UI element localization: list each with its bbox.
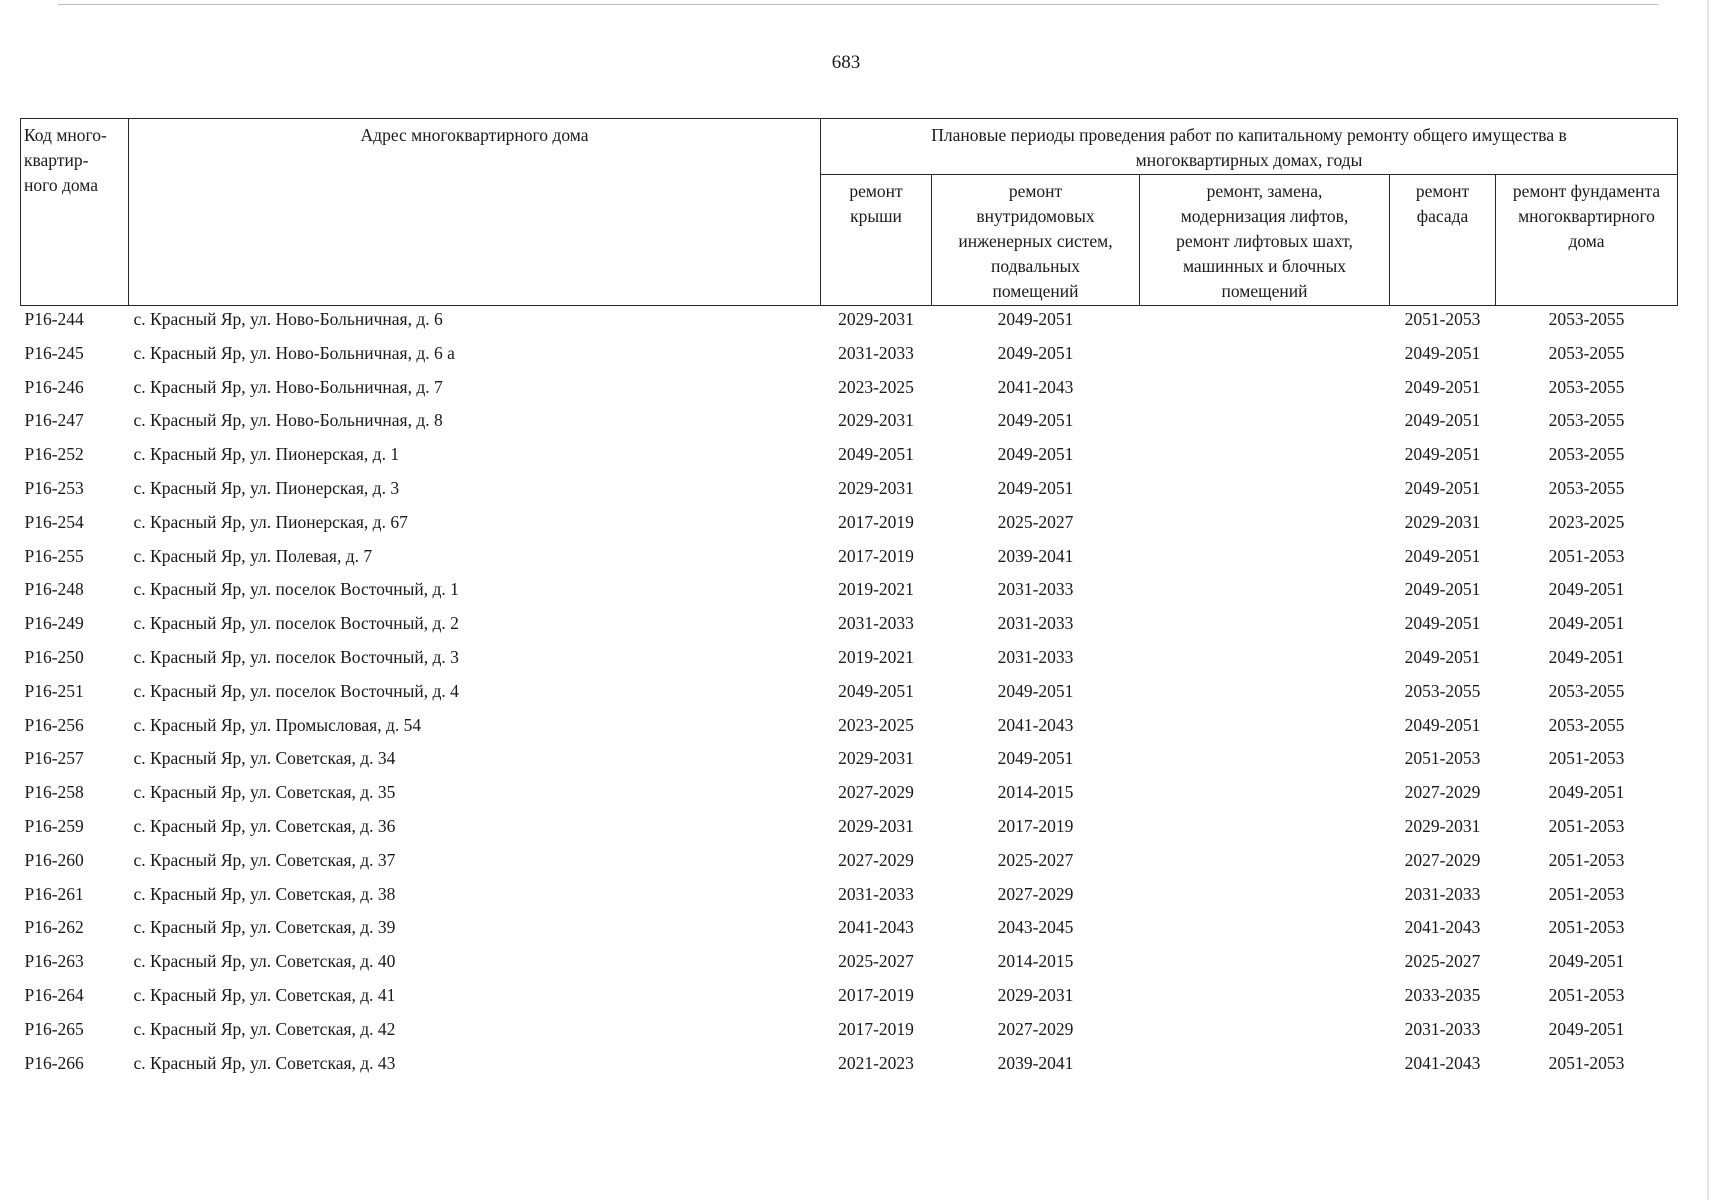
cell-facade: 2031-2033	[1404, 883, 1481, 904]
cell-systems: 2014-2015	[997, 782, 1074, 803]
cell-code: Р16-256	[24, 714, 84, 735]
cell-foundation: 2051-2053	[1548, 748, 1625, 769]
cell-foundation: 2049-2051	[1548, 1018, 1625, 1039]
cell-roof: 2017-2019	[838, 984, 914, 1005]
cell-address: с. Красный Яр, ул. поселок Восточный, д. 1	[133, 579, 459, 600]
cell-roof: 2031-2033	[838, 342, 914, 363]
cell-systems: 2049-2051	[997, 410, 1074, 431]
table-row	[21, 982, 1678, 1016]
header-roof	[821, 175, 932, 306]
cell-systems: 2031-2033	[997, 613, 1074, 634]
cell-foundation: 2053-2055	[1548, 309, 1625, 329]
cell-roof: 2023-2025	[838, 376, 914, 397]
cell-address: с. Красный Яр, ул. Советская, д. 37	[133, 849, 396, 870]
cell-address: с. Красный Яр, ул. Советская, д. 42	[133, 1018, 396, 1039]
cell-facade: 2049-2051	[1404, 646, 1481, 667]
cell-elevators	[1140, 678, 1390, 712]
cell-foundation: 2049-2051	[1548, 579, 1625, 600]
table-row	[21, 306, 1678, 340]
cell-roof: 2029-2031	[838, 309, 914, 329]
cell-address: с. Красный Яр, ул. Советская, д. 40	[133, 951, 396, 972]
cell-systems: 2027-2029	[997, 883, 1074, 904]
cell-foundation: 2053-2055	[1548, 714, 1625, 735]
cell-facade: 2025-2027	[1404, 951, 1481, 972]
cell-roof: 2029-2031	[838, 410, 914, 431]
cell-elevators	[1140, 644, 1390, 678]
cell-facade: 2027-2029	[1404, 849, 1481, 870]
cell-roof: 2031-2033	[838, 613, 914, 634]
cell-elevators	[1140, 712, 1390, 746]
cell-facade: 2041-2043	[1404, 1052, 1481, 1073]
header-elevators-line: модернизация лифтов,	[1180, 206, 1349, 226]
cell-code: Р16-264	[24, 984, 84, 1005]
table-row	[21, 441, 1678, 475]
header-elevators-line: ремонт, замена,	[1206, 181, 1323, 201]
cell-foundation: 2023-2025	[1548, 511, 1625, 532]
cell-code: Р16-260	[24, 849, 84, 870]
cell-address: с. Красный Яр, ул. Ново-Больничная, д. 6	[133, 309, 443, 329]
table-row	[21, 374, 1678, 408]
table-row	[21, 340, 1678, 374]
cell-facade: 2049-2051	[1404, 444, 1481, 465]
header-roof-line: крыши	[850, 206, 902, 226]
cell-facade: 2049-2051	[1404, 714, 1481, 735]
cell-code: Р16-259	[24, 815, 84, 836]
cell-address: с. Красный Яр, ул. поселок Восточный, д. 2	[133, 613, 459, 634]
header-group-line: Плановые периоды проведения работ по капитальному ремонту общего имущества в	[931, 125, 1567, 145]
cell-roof: 2025-2027	[838, 951, 914, 972]
scan-side-edge	[1707, 0, 1709, 1200]
header-code-line: Код много-	[24, 125, 107, 145]
header-foundation-line: ремонт фундамента	[1512, 181, 1661, 201]
header-roof-line: ремонт	[849, 181, 903, 201]
cell-elevators	[1140, 407, 1390, 441]
cell-elevators	[1140, 948, 1390, 982]
cell-roof: 2029-2031	[838, 477, 914, 498]
cell-elevators	[1140, 779, 1390, 813]
table-body	[21, 306, 1678, 1084]
cell-facade: 2029-2031	[1404, 511, 1481, 532]
cell-roof: 2041-2043	[838, 917, 914, 938]
cell-systems: 2041-2043	[997, 714, 1074, 735]
table-row	[21, 644, 1678, 678]
cell-roof: 2017-2019	[838, 545, 914, 566]
table-row	[21, 779, 1678, 813]
cell-foundation: 2049-2051	[1548, 782, 1625, 803]
table-row	[21, 847, 1678, 881]
cell-roof: 2017-2019	[838, 1018, 914, 1039]
cell-elevators	[1140, 847, 1390, 881]
cell-code: Р16-254	[24, 511, 84, 532]
cell-facade: 2053-2055	[1404, 680, 1481, 701]
cell-systems: 2049-2051	[997, 309, 1074, 329]
cell-systems: 2049-2051	[997, 444, 1074, 465]
cell-roof: 2029-2031	[838, 748, 914, 769]
cell-address: с. Красный Яр, ул. поселок Восточный, д. 3	[133, 646, 459, 667]
cell-code: Р16-245	[24, 342, 84, 363]
cell-facade: 2031-2033	[1404, 1018, 1481, 1039]
cell-roof: 2027-2029	[838, 782, 914, 803]
cell-elevators	[1140, 576, 1390, 610]
cell-code: Р16-244	[24, 309, 84, 329]
header-systems-line: инженерных систем,	[958, 231, 1113, 251]
cell-foundation: 2053-2055	[1548, 376, 1625, 397]
table-row	[21, 543, 1678, 577]
cell-systems: 2029-2031	[997, 984, 1074, 1005]
table-row	[21, 407, 1678, 441]
header-facade	[1390, 175, 1496, 306]
cell-systems: 2025-2027	[997, 849, 1074, 870]
table-row	[21, 678, 1678, 712]
cell-elevators	[1140, 475, 1390, 509]
cell-foundation: 2051-2053	[1548, 917, 1625, 938]
cell-roof: 2019-2021	[838, 646, 914, 667]
cell-systems: 2027-2029	[997, 1018, 1074, 1039]
header-facade-line: фасада	[1416, 206, 1469, 226]
cell-facade: 2049-2051	[1404, 477, 1481, 498]
cell-facade: 2027-2029	[1404, 782, 1481, 803]
table-row	[21, 712, 1678, 746]
cell-facade: 2049-2051	[1404, 613, 1481, 634]
cell-systems: 2014-2015	[997, 951, 1074, 972]
cell-address: с. Красный Яр, ул. Пионерская, д. 1	[133, 444, 400, 465]
cell-foundation: 2051-2053	[1548, 815, 1625, 836]
page-number: 683	[831, 52, 861, 73]
cell-foundation: 2051-2053	[1548, 849, 1625, 870]
header-group	[821, 119, 1678, 175]
table-row	[21, 745, 1678, 779]
cell-foundation: 2053-2055	[1548, 680, 1625, 701]
table-row	[21, 610, 1678, 644]
cell-code: Р16-261	[24, 883, 84, 904]
header-facade-line: ремонт	[1415, 181, 1470, 201]
cell-elevators	[1140, 340, 1390, 374]
cell-foundation: 2053-2055	[1548, 342, 1625, 363]
scan-top-rule	[58, 4, 1658, 5]
cell-foundation: 2049-2051	[1548, 646, 1625, 667]
cell-roof: 2017-2019	[838, 511, 914, 532]
cell-facade: 2049-2051	[1404, 579, 1481, 600]
cell-systems: 2031-2033	[997, 646, 1074, 667]
table-row	[21, 1050, 1678, 1084]
cell-roof: 2023-2025	[838, 714, 914, 735]
table-row	[21, 881, 1678, 915]
header-elevators	[1140, 175, 1390, 306]
cell-code: Р16-252	[24, 444, 84, 465]
cell-address: с. Красный Яр, ул. Ново-Больничная, д. 8	[133, 410, 443, 431]
cell-facade: 2029-2031	[1404, 815, 1481, 836]
cell-systems: 2031-2033	[997, 579, 1074, 600]
header-systems-line: помещений	[992, 281, 1079, 301]
cell-facade: 2051-2053	[1404, 748, 1481, 769]
table-row	[21, 475, 1678, 509]
cell-code: Р16-246	[24, 376, 84, 397]
cell-systems: 2049-2051	[997, 477, 1074, 498]
cell-elevators	[1140, 813, 1390, 847]
cell-address: с. Красный Яр, ул. Пионерская, д. 67	[133, 511, 408, 532]
cell-code: Р16-250	[24, 646, 84, 667]
cell-roof: 2019-2021	[838, 579, 914, 600]
cell-elevators	[1140, 543, 1390, 577]
cell-address: с. Красный Яр, ул. Советская, д. 43	[133, 1052, 396, 1073]
cell-systems: 2041-2043	[997, 376, 1074, 397]
cell-systems: 2049-2051	[997, 680, 1074, 701]
cell-roof: 2049-2051	[838, 680, 914, 701]
cell-facade: 2049-2051	[1404, 545, 1481, 566]
cell-address: с. Красный Яр, ул. Советская, д. 41	[133, 984, 396, 1005]
cell-address: с. Красный Яр, ул. Советская, д. 38	[133, 883, 396, 904]
cell-facade: 2051-2053	[1404, 309, 1481, 329]
cell-foundation: 2049-2051	[1548, 951, 1625, 972]
cell-address: с. Красный Яр, ул. Советская, д. 35	[133, 782, 396, 803]
cell-facade: 2049-2051	[1404, 376, 1481, 397]
cell-code: Р16-249	[24, 613, 84, 634]
table-row	[21, 509, 1678, 543]
cell-code: Р16-266	[24, 1052, 84, 1073]
header-systems-line: подвальных	[990, 256, 1081, 276]
cell-address: с. Красный Яр, ул. Промысловая, д. 54	[133, 714, 422, 735]
cell-elevators	[1140, 881, 1390, 915]
cell-code: Р16-257	[24, 748, 84, 769]
cell-code: Р16-248	[24, 579, 84, 600]
cell-foundation: 2051-2053	[1548, 1052, 1625, 1073]
table-row	[21, 813, 1678, 847]
header-systems-line: ремонт	[1008, 181, 1063, 201]
cell-code: Р16-251	[24, 680, 84, 701]
header-foundation-line: многоквартирного	[1518, 206, 1655, 226]
header-code-line: квартир-	[24, 150, 89, 170]
cell-elevators	[1140, 914, 1390, 948]
header-group-line: многоквартирных домах, годы	[1135, 150, 1363, 170]
cell-elevators	[1140, 982, 1390, 1016]
cell-foundation: 2051-2053	[1548, 883, 1625, 904]
cell-facade: 2049-2051	[1404, 342, 1481, 363]
cell-address: с. Красный Яр, ул. Советская, д. 34	[133, 748, 396, 769]
cell-foundation: 2051-2053	[1548, 984, 1625, 1005]
cell-foundation: 2053-2055	[1548, 410, 1625, 431]
cell-systems: 2043-2045	[997, 917, 1074, 938]
table-row	[21, 914, 1678, 948]
cell-systems: 2049-2051	[997, 748, 1074, 769]
cell-address: с. Красный Яр, ул. Ново-Больничная, д. 6 а	[133, 342, 455, 363]
cell-systems: 2017-2019	[997, 815, 1074, 836]
cell-systems: 2039-2041	[997, 1052, 1074, 1073]
table-row	[21, 1016, 1678, 1050]
cell-roof: 2031-2033	[838, 883, 914, 904]
table-row	[21, 576, 1678, 610]
table-row	[21, 948, 1678, 982]
cell-roof: 2021-2023	[838, 1052, 914, 1073]
cell-foundation: 2051-2053	[1548, 545, 1625, 566]
cell-code: Р16-258	[24, 782, 84, 803]
header-code	[21, 119, 129, 306]
capital-repair-table	[20, 118, 1678, 1083]
header-address: Адрес многоквартирного дома	[129, 119, 821, 306]
cell-facade: 2041-2043	[1404, 917, 1481, 938]
cell-address: с. Красный Яр, ул. поселок Восточный, д. 4	[133, 680, 459, 701]
header-elevators-line: ремонт лифтовых шахт,	[1176, 231, 1353, 251]
cell-code: Р16-255	[24, 545, 84, 566]
cell-elevators	[1140, 1016, 1390, 1050]
cell-elevators	[1140, 745, 1390, 779]
header-systems	[932, 175, 1140, 306]
cell-elevators	[1140, 509, 1390, 543]
cell-address: с. Красный Яр, ул. Ново-Больничная, д. 7	[133, 376, 443, 397]
cell-facade: 2033-2035	[1404, 984, 1481, 1005]
cell-facade: 2049-2051	[1404, 410, 1481, 431]
header-elevators-line: помещений	[1221, 281, 1308, 301]
cell-roof: 2049-2051	[838, 444, 914, 465]
cell-elevators	[1140, 306, 1390, 340]
cell-address: с. Красный Яр, ул. Советская, д. 39	[133, 917, 396, 938]
cell-elevators	[1140, 441, 1390, 475]
cell-code: Р16-263	[24, 951, 84, 972]
cell-elevators	[1140, 374, 1390, 408]
cell-systems: 2025-2027	[997, 511, 1074, 532]
cell-systems: 2039-2041	[997, 545, 1074, 566]
header-foundation	[1496, 175, 1678, 306]
cell-address: с. Красный Яр, ул. Полевая, д. 7	[133, 545, 373, 566]
cell-address: с. Красный Яр, ул. Пионерская, д. 3	[133, 477, 400, 498]
header-elevators-line: машинных и блочных	[1182, 256, 1347, 276]
header-foundation-line: дома	[1568, 231, 1605, 251]
cell-roof: 2029-2031	[838, 815, 914, 836]
cell-elevators	[1140, 610, 1390, 644]
cell-foundation: 2049-2051	[1548, 613, 1625, 634]
cell-address: с. Красный Яр, ул. Советская, д. 36	[133, 815, 396, 836]
cell-code: Р16-265	[24, 1018, 84, 1039]
cell-foundation: 2053-2055	[1548, 477, 1625, 498]
cell-foundation: 2053-2055	[1548, 444, 1625, 465]
header-systems-line: внутридомовых	[976, 206, 1095, 226]
cell-elevators	[1140, 1050, 1390, 1084]
cell-systems: 2049-2051	[997, 342, 1074, 363]
cell-code: Р16-262	[24, 917, 84, 938]
cell-roof: 2027-2029	[838, 849, 914, 870]
cell-code: Р16-253	[24, 477, 84, 498]
header-code-line: ного дома	[24, 175, 99, 195]
cell-code: Р16-247	[24, 410, 84, 431]
